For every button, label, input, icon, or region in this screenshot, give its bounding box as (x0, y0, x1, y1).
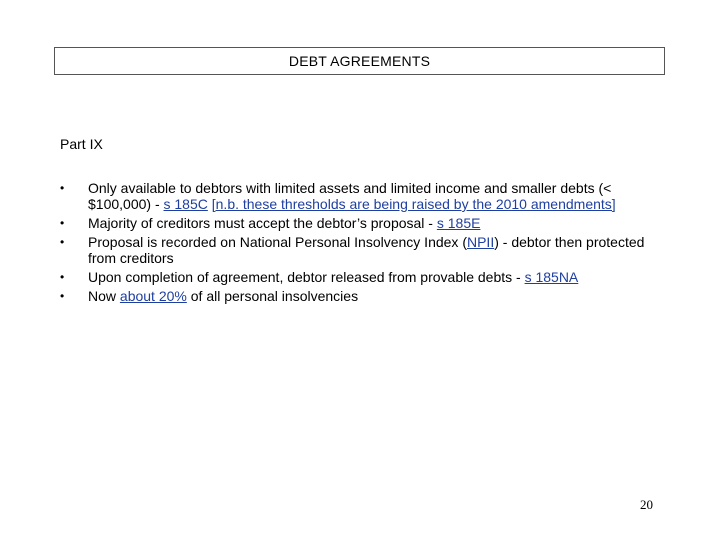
s185c-link[interactable]: s 185C (163, 196, 208, 212)
bullet-item-1 (60, 180, 660, 212)
bullet-item-5 (60, 288, 660, 304)
bullet-icon: • (60, 235, 65, 249)
bullet-icon: • (60, 270, 65, 284)
section-heading: Part IX (60, 136, 103, 152)
bullet-text: Only available to debtors with limited assets and limited income and smaller debts (< $100,000) - (88, 180, 612, 212)
bullet-icon: • (60, 181, 65, 195)
slide-title: DEBT AGREEMENTS (288, 53, 431, 69)
npii-link[interactable]: NPII (466, 234, 495, 250)
s185e-link[interactable]: s 185E (436, 215, 481, 231)
bullet-text: ) - debtor then protected from creditors (88, 234, 645, 266)
bullet-text: Upon completion of agreement, debtor released from provable debts - (88, 269, 525, 285)
bullet-text: Majority of creditors must accept the debtor’s proposal - (88, 215, 437, 231)
bullet-text: Proposal is recorded on National Personal Insolvency Index ( (88, 234, 467, 250)
page-number: 20 (640, 497, 653, 512)
thresholds-note-link[interactable]: [n.b. these thresholds are being raised by the 2010 amendments] (211, 196, 616, 212)
bullet-item-4 (60, 269, 660, 285)
bullet-icon: • (60, 216, 65, 230)
bullet-icon: • (60, 289, 65, 303)
s185na-link[interactable]: s 185NA (524, 269, 579, 285)
about-20-percent-link[interactable]: about 20% (119, 288, 187, 304)
bullet-text: of all personal insolvencies (186, 288, 359, 304)
title-box (54, 47, 665, 75)
bullet-item-2 (60, 215, 660, 231)
bullet-text: Now (88, 288, 120, 304)
bullet-item-3 (60, 234, 660, 266)
bullet-list (60, 180, 660, 307)
